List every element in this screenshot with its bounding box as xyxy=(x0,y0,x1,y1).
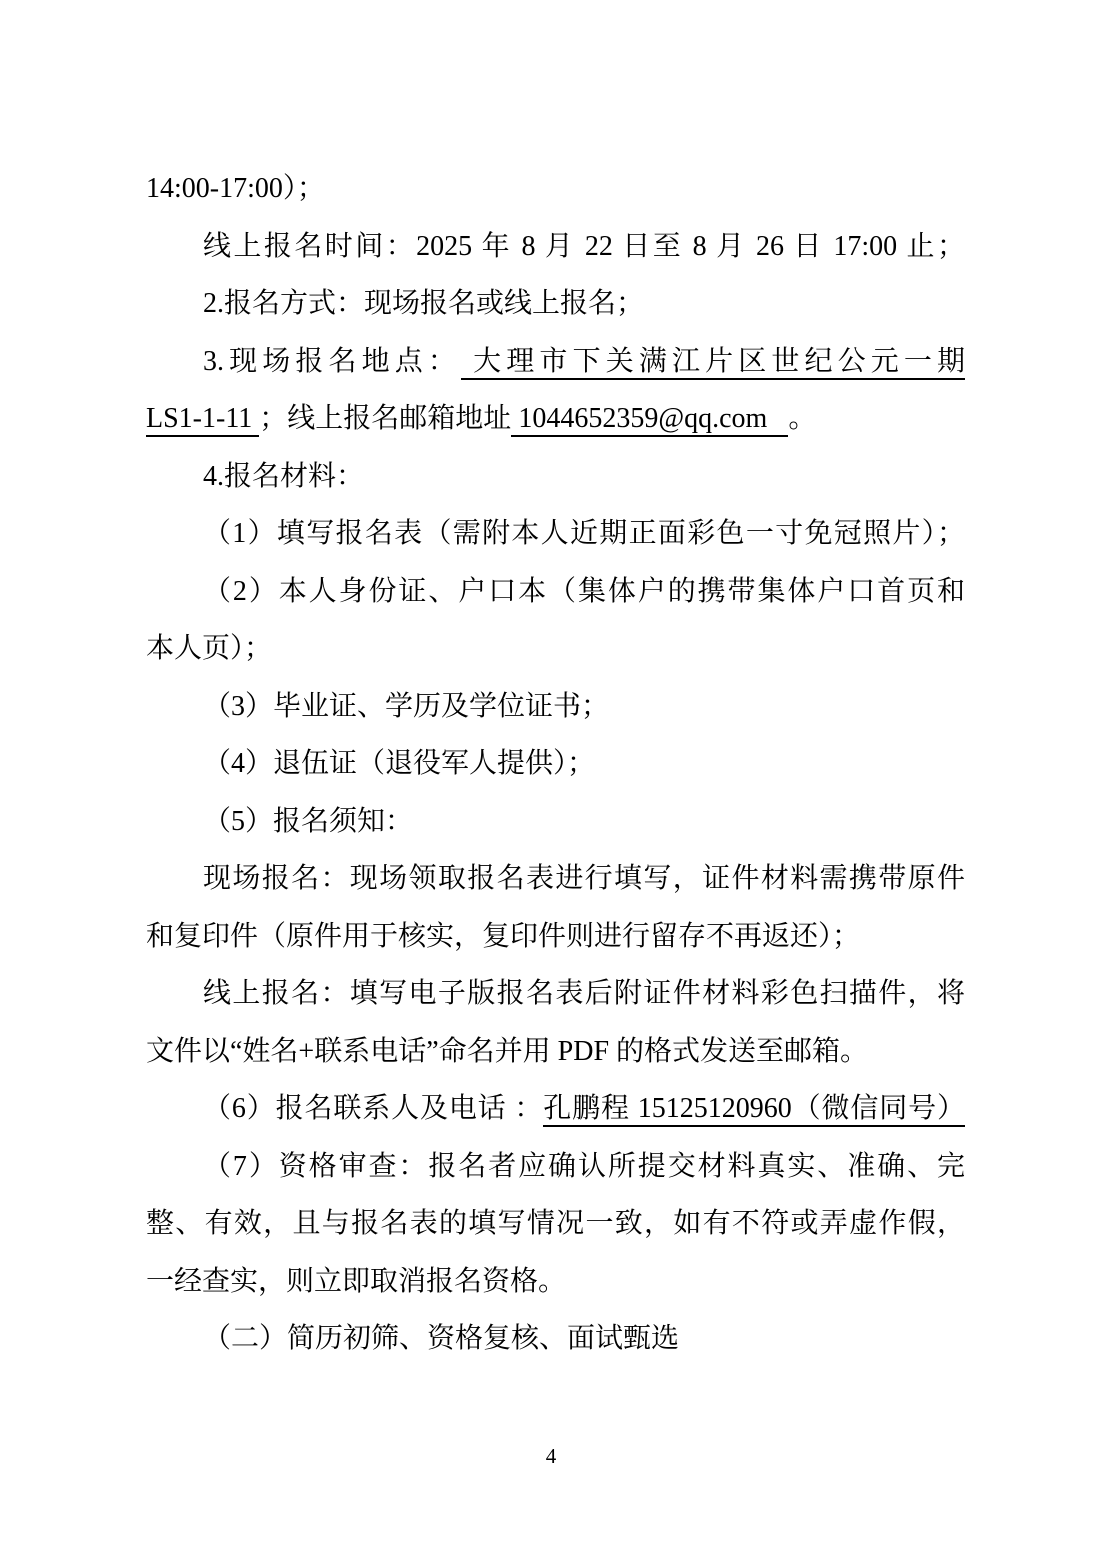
line-material-3-diploma xyxy=(146,678,965,736)
document-body xyxy=(146,160,965,1368)
underline-address: 大理市下关满江片区世纪公元一期 xyxy=(461,346,965,380)
text-run: （3）毕业证、学历及学位证书； xyxy=(203,690,610,722)
line-online-instructions-2 xyxy=(146,1023,965,1081)
line-material-1-form xyxy=(146,505,965,563)
text-run: 3.现场报名地点： xyxy=(203,345,462,377)
text-run: 。 xyxy=(788,403,817,434)
text-run: （6）报名联系人及电话 ： xyxy=(203,1093,544,1124)
line-qualification-review-1 xyxy=(146,1138,965,1196)
text-run: 和复印件（原件用于核实，复印件则进行留存不再返还）； xyxy=(146,920,861,952)
text-run: 14:00-17:00）； xyxy=(146,173,325,204)
line-location-continuation-email xyxy=(146,390,965,448)
text-run: 现场报名：现场领取报名表进行填写，证件材料需携带原件 xyxy=(203,863,965,894)
page-number: 4 xyxy=(545,1444,557,1468)
line-qualification-review-3 xyxy=(146,1253,965,1311)
text-run: （二）简历初筛、资格复核、面试甄选 xyxy=(203,1323,680,1354)
text-run: 文件以“姓名+联系电话”命名并用 PDF 的格式发送至邮箱。 xyxy=(146,1035,869,1067)
line-onsite-instructions-1 xyxy=(146,850,965,908)
line-material-2-continuation xyxy=(146,620,965,678)
text-run: （5）报名须知： xyxy=(203,805,414,837)
text-run: 整、有效，且与报名表的填写情况一致，如有不符或弄虚作假， xyxy=(146,1208,965,1239)
line-material-4-veteran xyxy=(146,735,965,793)
text-run: （7）资格审查：报名者应确认所提交材料真实、准确、完 xyxy=(203,1150,965,1182)
text-run: （4）退伍证（退役军人提供）； xyxy=(203,748,596,779)
line-registration-method xyxy=(146,275,965,333)
text-run: 线上报名：填写电子版报名表后附证件材料彩色扫描件，将 xyxy=(203,978,965,1009)
text-run: （1）填写报名表（需附本人近期正面彩色一寸免冠照片）； xyxy=(203,518,965,549)
line-contact-person-phone xyxy=(146,1080,965,1138)
text-run: 2.报名方式：现场报名或线上报名； xyxy=(203,288,645,319)
line-material-5-notice xyxy=(146,793,965,851)
line-material-2-id xyxy=(146,563,965,621)
text-run: 一经查实，则立即取消报名资格。 xyxy=(146,1265,567,1297)
line-time-range-continuation xyxy=(146,160,965,218)
line-section-2-heading xyxy=(146,1310,965,1368)
line-qualification-review-2 xyxy=(146,1195,965,1253)
line-online-instructions-1 xyxy=(146,965,965,1023)
text-run: （2）本人身份证、户口本（集体户的携带集体户口首页和 xyxy=(203,575,965,607)
text-run: 4.报名材料： xyxy=(203,460,365,492)
line-online-registration-time xyxy=(146,218,965,276)
underline-email-address: 1044652359@qq.com xyxy=(511,403,788,437)
underline-unit-number: LS1-1-11 xyxy=(146,403,259,437)
text-run: ；线上报名邮箱地址 xyxy=(259,403,512,434)
text-run: 线上报名时间：2025 年 8 月 22 日至 8 月 26 日 17:00 止； xyxy=(203,230,965,262)
line-onsite-instructions-2 xyxy=(146,908,965,966)
underline-contact-info: 孔鹏程 15125120960（微信同号） xyxy=(543,1093,965,1127)
line-materials-heading xyxy=(146,448,965,506)
line-onsite-registration-location xyxy=(146,333,965,391)
text-run: 本人页）； xyxy=(146,633,273,664)
